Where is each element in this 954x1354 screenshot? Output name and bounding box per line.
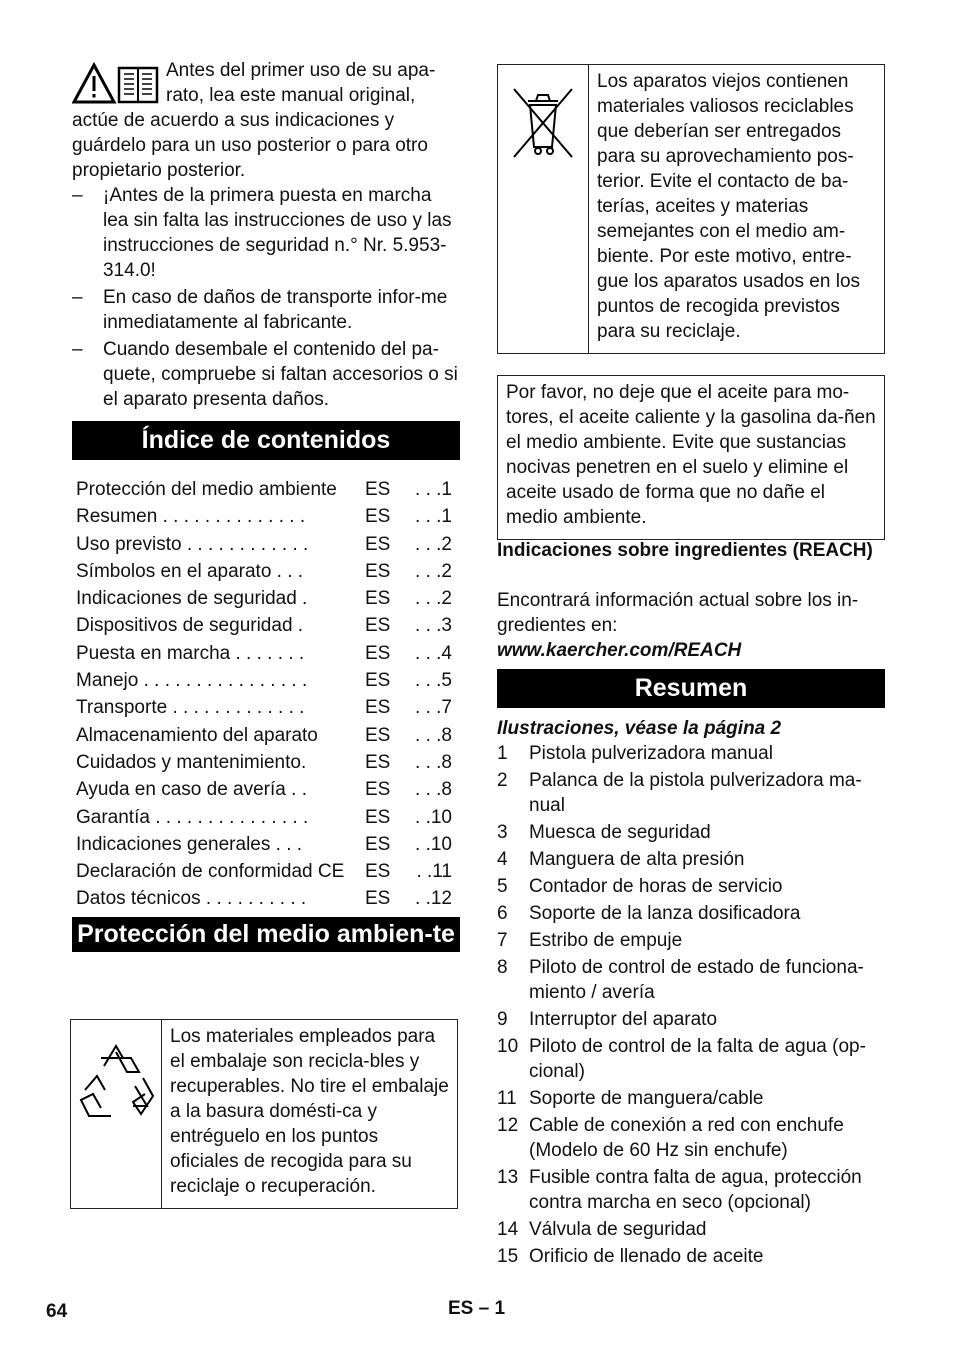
toc-page: . . .1 (415, 506, 452, 528)
bullet-dash: – (72, 287, 83, 308)
toc-title: Puesta en marcha . . . . . . . (76, 642, 305, 664)
item-text: Cable de conexión a red con enchufe (Modelo de 60 Hz sin enchufe) (529, 1115, 844, 1161)
list-item (497, 1244, 885, 1269)
toc-heading: Índice de contenidos (72, 421, 460, 460)
toc-title: Uso previsto . . . . . . . . . . . . (76, 533, 309, 555)
toc-page: . . .2 (415, 533, 452, 555)
toc-title: Ayuda en caso de avería . . (76, 779, 307, 801)
item-number: 10 (497, 1036, 519, 1057)
toc-row[interactable] (72, 531, 460, 558)
item-number: 15 (497, 1246, 519, 1267)
footer-page-ref (448, 1296, 505, 1321)
toc-lang: ES (365, 642, 391, 664)
reach-heading: Indicaciones sobre ingredientes (REACH) (497, 540, 873, 561)
toc-row[interactable] (72, 585, 460, 612)
packaging-notice (70, 1019, 458, 1209)
toc-row[interactable] (72, 612, 460, 639)
list-item (497, 928, 885, 953)
toc-page: . . .8 (415, 724, 452, 746)
toc-page: . . .3 (415, 615, 452, 637)
item-text: Estribo de empuje (529, 930, 683, 951)
intro-block (72, 58, 460, 183)
item-number: 14 (497, 1219, 519, 1240)
item-number: 2 (497, 770, 508, 791)
environment-heading: Protección del medio ambien-te (72, 917, 460, 952)
toc-page: . .12 (415, 888, 452, 910)
toc-row[interactable] (72, 694, 460, 721)
list-item (497, 1217, 885, 1242)
list-item (497, 1165, 885, 1215)
intro-bullets (72, 183, 460, 414)
toc-row[interactable] (72, 858, 460, 885)
item-number: 1 (497, 743, 508, 764)
list-item (497, 768, 885, 818)
list-item (497, 874, 885, 899)
component-list (497, 741, 885, 1271)
item-text: Pistola pulverizadora manual (529, 743, 773, 764)
toc-lang: ES (365, 751, 391, 773)
toc-page: . .11 (416, 861, 452, 883)
resumen-subheading: Ilustraciones, véase la página 2 (497, 718, 782, 739)
item-text: Palanca de la pistola pulverizadora ma-nual (529, 770, 862, 816)
toc-title: Datos técnicos . . . . . . . . . . (76, 888, 307, 910)
toc-lang: ES (365, 670, 391, 692)
toc-lang: ES (365, 560, 391, 582)
list-item (72, 183, 460, 283)
toc-lang: ES (365, 588, 391, 610)
item-number: 13 (497, 1167, 519, 1188)
weee-text: Los aparatos viejos contienen materiales valiosos reciclables que deberían ser entregados para su aprovechamiento pos-terior. Evite el contacto de ba-terías, aceites y materias semejantes con el medio am-biente. Por este motivo, entre-gue los aparatos usados en los puntos de recogida previstos para su reciclaje. (597, 71, 861, 342)
toc-title: Manejo . . . . . . . . . . . . . . . . (76, 670, 308, 692)
item-text: Fusible contra falta de agua, protección contra marcha en seco (opcional) (529, 1167, 862, 1213)
toc-title: Indicaciones de seguridad . (76, 588, 308, 610)
toc-page: . . .5 (415, 670, 452, 692)
item-number: 4 (497, 849, 508, 870)
toc-row[interactable] (72, 667, 460, 694)
list-item (72, 285, 460, 335)
item-number: 6 (497, 903, 508, 924)
toc-title: Dispositivos de seguridad . (76, 615, 304, 637)
toc-row[interactable] (72, 558, 460, 585)
item-text: Válvula de seguridad (529, 1219, 707, 1240)
toc-lang: ES (365, 479, 391, 500)
page-number: 64 (46, 1301, 68, 1322)
toc-page: . . .1 (415, 479, 452, 500)
list-item (497, 901, 885, 926)
item-number: 3 (497, 822, 508, 843)
bullet-dash: – (72, 185, 83, 206)
item-text: Piloto de control de estado de funciona-miento / avería (529, 957, 864, 1003)
toc-page: . . .2 (415, 588, 452, 610)
list-item (497, 820, 885, 845)
item-text: Piloto de control de la falta de agua (op-cional) (529, 1036, 866, 1082)
weee-notice (497, 64, 885, 354)
toc-lang: ES (365, 779, 391, 801)
list-item (497, 741, 885, 766)
toc-lang: ES (365, 724, 391, 746)
toc-title: Símbolos en el aparato . . . (76, 560, 304, 582)
toc-lang: ES (365, 506, 391, 528)
list-item (497, 1007, 885, 1032)
resumen-heading: Resumen (497, 669, 885, 708)
footer-dash: – (478, 1298, 490, 1319)
footer-subpage: 1 (494, 1298, 506, 1319)
toc-row[interactable] (72, 640, 460, 667)
toc-row[interactable] (72, 476, 460, 503)
intro-text: Antes del primer uso de su apa-rato, lea este manual original, actúe de acuerdo a sus indicaciones y guárdelo para un uso posterior o para otro propietario posterior. (72, 60, 436, 181)
list-item (497, 1034, 885, 1084)
reach-text: Encontrará información actual sobre los in-gredientes en: (497, 590, 859, 636)
list-item (497, 955, 885, 1005)
toc-row[interactable] (72, 831, 460, 858)
oil-notice: Por favor, no deje que el aceite para mo-tores, el aceite caliente y la gasolina da-ñen el medio ambiente. Evite que sustancias nocivas penetren en el suelo y elimine el aceite usado de forma que no dañe el medio ambiente. (497, 375, 885, 540)
toc-row[interactable] (72, 776, 460, 803)
item-text: Contador de horas de servicio (529, 876, 783, 897)
item-number: 9 (497, 1009, 508, 1030)
toc-title: Declaración de conformidad CE (76, 861, 345, 883)
item-text: Muesca de seguridad (529, 822, 711, 843)
bullet-text: Cuando desembale el contenido del pa-quete, compruebe si faltan accesorios o si el aparato presenta daños. (103, 339, 458, 410)
item-text: Interruptor del aparato (529, 1009, 718, 1030)
toc-row[interactable] (72, 804, 460, 831)
toc-row[interactable] (72, 722, 460, 749)
toc-lang: ES (365, 806, 391, 828)
toc-lang: ES (365, 533, 391, 555)
list-item (497, 1113, 885, 1163)
list-item (497, 1086, 885, 1111)
toc-title: Indicaciones generales . . . (76, 833, 303, 855)
item-text: Orificio de llenado de aceite (529, 1246, 764, 1267)
footer-lang: ES (448, 1298, 474, 1319)
toc-page: . . .8 (415, 779, 452, 801)
toc-page: . . .4 (415, 642, 452, 664)
toc-title: Resumen . . . . . . . . . . . . . . (76, 506, 306, 528)
toc-title: Almacenamiento del aparato (76, 724, 318, 746)
crossed-bin-icon (498, 65, 588, 185)
item-number: 11 (497, 1088, 517, 1109)
toc-title: Transporte . . . . . . . . . . . . . (76, 697, 305, 719)
recycle-icon (71, 1020, 161, 1210)
list-item (72, 337, 460, 412)
bullet-dash: – (72, 339, 83, 360)
item-number: 12 (497, 1115, 519, 1136)
toc-lang: ES (365, 861, 391, 883)
packaging-text: Los materiales empleados para el embalaje son recicla-bles y recuperables. No tire el embalaje a la basura domésti-ca y entréguelo en los puntos oficiales de recogida para su reciclaje o recuperación. (170, 1026, 449, 1197)
toc-row[interactable] (72, 885, 460, 912)
toc-page: . . .2 (415, 560, 452, 582)
toc-title: Protección del medio ambiente (76, 479, 337, 500)
item-number: 8 (497, 957, 508, 978)
toc-title: Cuidados y mantenimiento. (76, 751, 307, 773)
weee-icon-cell (498, 65, 589, 353)
toc-row[interactable] (72, 503, 460, 530)
item-text: Soporte de la lanza dosificadora (529, 903, 801, 924)
toc-row[interactable] (72, 749, 460, 776)
item-number: 7 (497, 930, 508, 951)
warning-manual-icon (72, 62, 160, 106)
toc-page: . .10 (415, 833, 452, 855)
item-number: 5 (497, 876, 508, 897)
recycle-icon-cell (71, 1020, 162, 1208)
toc-page: . . .8 (415, 751, 452, 773)
bullet-text: ¡Antes de la primera puesta en marcha lea sin falta las instrucciones de uso y las instrucciones de seguridad n.° Nr. 5.953-314.0! (103, 185, 452, 281)
toc-lang: ES (365, 833, 391, 855)
item-text: Soporte de manguera/cable (529, 1088, 764, 1109)
toc-title: Garantía . . . . . . . . . . . . . . . (76, 806, 309, 828)
toc-lang: ES (365, 697, 391, 719)
item-text: Manguera de alta presión (529, 849, 745, 870)
reach-link[interactable]: www.kaercher.com/REACH (497, 640, 742, 661)
list-item (497, 847, 885, 872)
toc-page: . .10 (415, 806, 452, 828)
table-of-contents (72, 476, 460, 913)
toc-lang: ES (365, 615, 391, 637)
bullet-text: En caso de daños de transporte infor-me inmediatamente al fabricante. (103, 287, 448, 333)
toc-page: . . .7 (415, 697, 452, 719)
toc-lang: ES (365, 888, 391, 910)
